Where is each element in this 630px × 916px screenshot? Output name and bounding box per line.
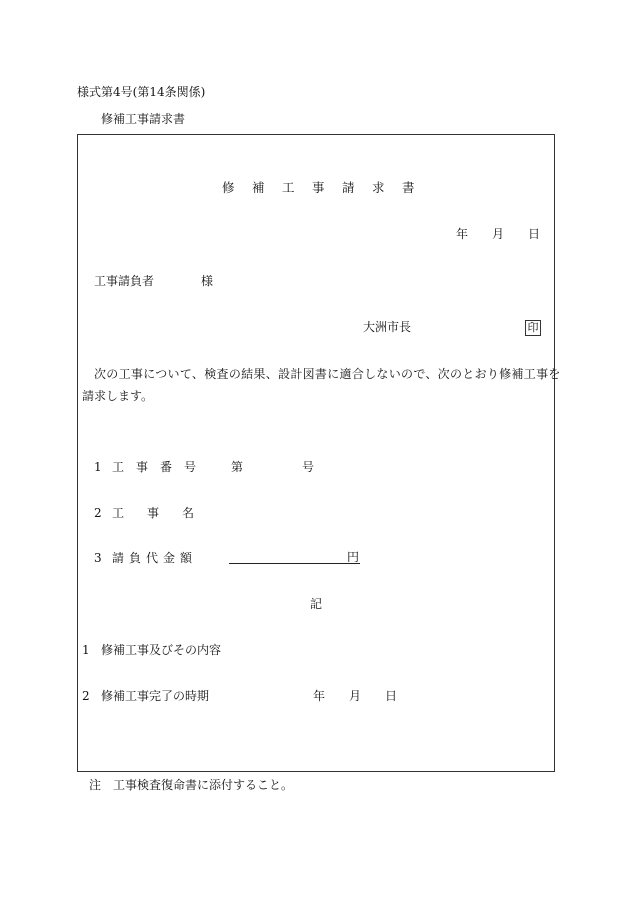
item-1-suffix: 号 — [302, 460, 315, 474]
date-year: 年 — [456, 227, 469, 241]
seal-mark: 印 — [525, 320, 541, 336]
item-2-label: 工事名 — [112, 506, 218, 520]
issuer: 大洲市長 — [363, 320, 412, 334]
form-title: 修補工事請求書 — [222, 180, 433, 195]
item-1-prefix: 第 — [231, 460, 244, 474]
body-line-1: 次の工事について、検査の結果、設計図書に適合しないので、次のとおり修補工事を — [94, 367, 561, 381]
note-2-day: 日 — [385, 689, 398, 703]
item-3-unit: 円 — [347, 550, 360, 564]
form-number: 様式第4号(第14条関係) — [77, 85, 206, 99]
form-frame — [77, 134, 555, 772]
date-month: 月 — [492, 227, 505, 241]
footer-note-label: 注 — [89, 778, 102, 792]
honorific: 様 — [201, 274, 214, 288]
body-line-2: 請求します。 — [82, 389, 154, 403]
footer-note-text: 工事検査復命書に添付すること。 — [113, 778, 294, 792]
item-3-label: 請負代金額 — [112, 551, 198, 565]
ki-heading: 記 — [310, 597, 323, 611]
item-2-number: 2 — [94, 506, 102, 520]
note-1-number: 1 — [82, 643, 90, 657]
date-day: 日 — [528, 227, 541, 241]
note-2-number: 2 — [82, 689, 90, 703]
note-2-month: 月 — [349, 689, 362, 703]
note-2-year: 年 — [313, 689, 326, 703]
item-1-number: 1 — [94, 460, 102, 474]
amount-underline — [229, 563, 360, 564]
item-3-number: 3 — [94, 551, 102, 565]
addressee: 工事請負者 — [94, 274, 155, 288]
form-name: 修補工事請求書 — [101, 112, 186, 126]
item-1-label: 工事番号 — [112, 460, 209, 474]
note-1-text: 修補工事及びその内容 — [101, 643, 222, 657]
note-2-text: 修補工事完了の時期 — [101, 689, 210, 703]
